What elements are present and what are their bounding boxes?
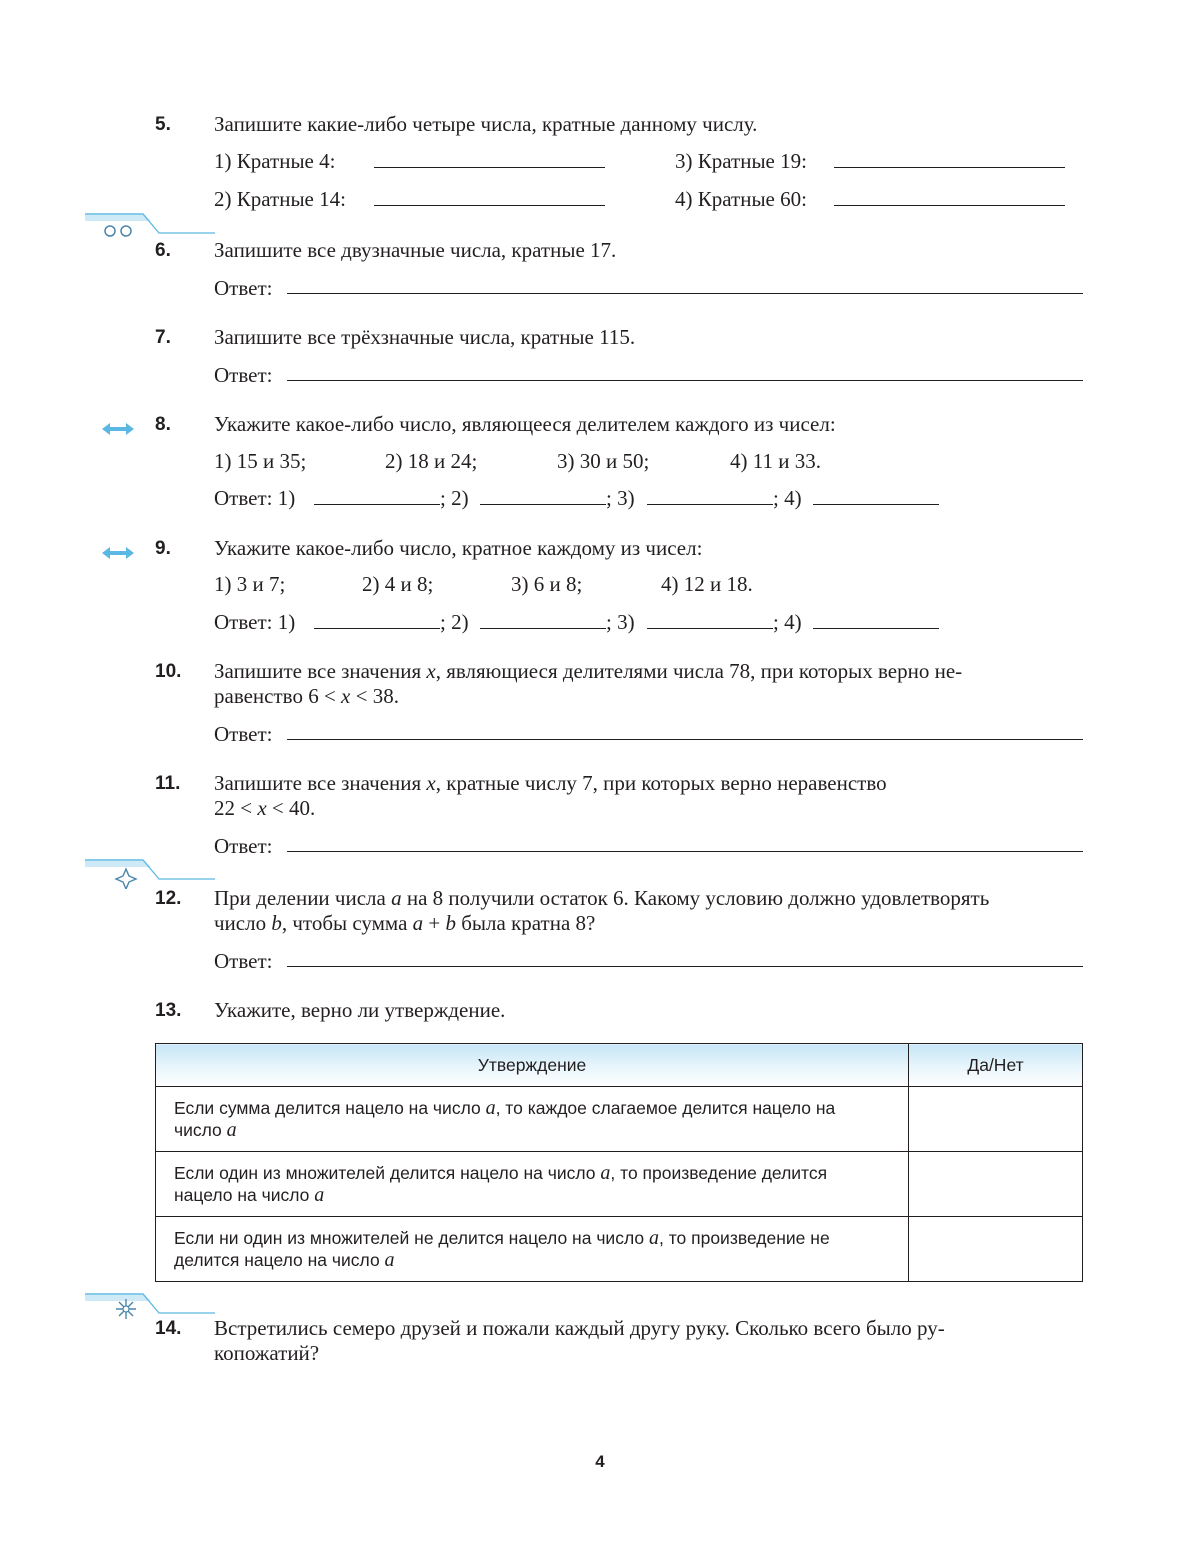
star-outline-icon: [85, 857, 215, 887]
statement-cell: Если ни один из множителей не делится нацело на число a, то произведение не делится нацело на число a: [156, 1217, 909, 1282]
task-10-answer-label: Ответ:: [214, 722, 273, 746]
statements-table: [155, 1043, 1083, 1282]
task-5-answer-line-3[interactable]: [834, 167, 1065, 168]
yes-no-answer-cell[interactable]: [909, 1087, 1083, 1152]
page-number: 4: [595, 1452, 605, 1471]
task-9-answer-line-1[interactable]: [314, 628, 440, 629]
table-header-row: [156, 1044, 1083, 1087]
task-5-text: Запишите какие-либо четыре числа, кратные данному числу.: [214, 112, 758, 136]
task-5-item-3: 3) Кратные 19:: [675, 149, 807, 173]
task-8-text: Укажите какое-либо число, являющееся делителем каждого из чисел:: [214, 412, 836, 436]
task-5-answer-line-1[interactable]: [374, 167, 605, 168]
task-10-answer-line[interactable]: [287, 739, 1083, 740]
task-8-answer-line-3[interactable]: [647, 504, 773, 505]
task-8-answer-part-1: Ответ: 1): [214, 486, 296, 510]
task-5-item-2: 2) Кратные 14:: [214, 187, 346, 211]
task-12-number: 12.: [155, 888, 182, 909]
task-9-item-2: 2) 4 и 8;: [362, 572, 434, 596]
table-header-yes-no: Да/Нет: [909, 1044, 1083, 1087]
cross-reference-arrow-icon: [101, 541, 135, 555]
task-12-answer-line[interactable]: [287, 966, 1083, 967]
task-11-text-line-1: Запишите все значения x, кратные числу 7, при которых верно неравенство: [214, 771, 887, 795]
task-9-answer-line-2[interactable]: [480, 628, 606, 629]
task-5-answer-line-4[interactable]: [834, 205, 1065, 206]
task-12-text-line-2: число b, чтобы сумма a + b была кратна 8?: [214, 911, 596, 935]
task-8-answer-line-4[interactable]: [813, 504, 939, 505]
cross-reference-arrow-icon: [101, 417, 135, 431]
task-9-number: 9.: [155, 538, 171, 559]
table-row: [156, 1087, 1083, 1152]
table-row: [156, 1217, 1083, 1282]
task-7-text: Запишите все трёхзначные числа, кратные 115.: [214, 325, 636, 349]
task-12-answer-label: Ответ:: [214, 949, 273, 973]
table-header-statement: Утверждение: [156, 1044, 909, 1087]
task-14-number: 14.: [155, 1318, 182, 1339]
yes-no-answer-cell[interactable]: [909, 1217, 1083, 1282]
task-6-text: Запишите все двузначные числа, кратные 17.: [214, 238, 617, 262]
task-8-answer-line-2[interactable]: [480, 504, 606, 505]
task-9-answer-part-1: Ответ: 1): [214, 610, 296, 634]
task-8-answer-part-3: ; 3): [606, 486, 635, 510]
task-6-answer-label: Ответ:: [214, 276, 273, 300]
task-8-item-3: 3) 30 и 50;: [557, 449, 650, 473]
task-10-number: 10.: [155, 661, 182, 682]
task-8-answer-part-4: ; 4): [773, 486, 802, 510]
task-5-item-4: 4) Кратные 60:: [675, 187, 807, 211]
difficulty-two-circles-icon: [85, 211, 215, 241]
task-9-answer-line-4[interactable]: [813, 628, 939, 629]
task-6-number: 6.: [155, 240, 171, 261]
task-7-number: 7.: [155, 327, 171, 348]
task-13-number: 13.: [155, 1000, 182, 1021]
task-13-text: Укажите, верно ли утверждение.: [214, 998, 506, 1022]
task-9-item-1: 1) 3 и 7;: [214, 572, 286, 596]
task-5-item-1: 1) Кратные 4:: [214, 149, 336, 173]
task-8-item-2: 2) 18 и 24;: [385, 449, 478, 473]
task-5-number: 5.: [155, 114, 171, 135]
task-14-text-line-2: копожатий?: [214, 1341, 320, 1365]
task-9-answer-part-2: ; 2): [440, 610, 469, 634]
task-11-text-line-2: 22 < x < 40.: [214, 796, 316, 820]
task-8-item-1: 1) 15 и 35;: [214, 449, 307, 473]
task-8-answer-part-2: ; 2): [440, 486, 469, 510]
task-8-answer-line-1[interactable]: [314, 504, 440, 505]
task-7-answer-label: Ответ:: [214, 363, 273, 387]
task-9-text: Укажите какое-либо число, кратное каждому из чисел:: [214, 536, 703, 560]
task-11-number: 11.: [155, 773, 181, 794]
task-11-answer-line[interactable]: [287, 851, 1083, 852]
statement-cell: Если сумма делится нацело на число a, то каждое слагаемое делится нацело на число a: [156, 1087, 909, 1152]
task-7-answer-line[interactable]: [287, 380, 1083, 381]
task-10-text-line-1: Запишите все значения x, являющиеся делителями числа 78, при которых верно не-: [214, 659, 963, 683]
task-6-answer-line[interactable]: [287, 293, 1083, 294]
task-14-text-line-1: Встретились семеро друзей и пожали каждый другу руку. Сколько всего было ру-: [214, 1316, 945, 1340]
task-8-number: 8.: [155, 414, 171, 435]
task-5-answer-line-2[interactable]: [374, 205, 605, 206]
snowflake-star-icon: [85, 1291, 215, 1321]
task-9-answer-part-3: ; 3): [606, 610, 635, 634]
yes-no-answer-cell[interactable]: [909, 1152, 1083, 1217]
task-9-answer-part-4: ; 4): [773, 610, 802, 634]
task-9-item-4: 4) 12 и 18.: [661, 572, 753, 596]
statement-cell: Если один из множителей делится нацело на число a, то произведение делится нацело на число a: [156, 1152, 909, 1217]
task-10-text-line-2: равенство 6 < x < 38.: [214, 684, 399, 708]
task-9-answer-line-3[interactable]: [647, 628, 773, 629]
table-row: [156, 1152, 1083, 1217]
task-9-item-3: 3) 6 и 8;: [511, 572, 583, 596]
task-11-answer-label: Ответ:: [214, 834, 273, 858]
task-8-item-4: 4) 11 и 33.: [730, 449, 821, 473]
task-12-text-line-1: При делении числа a на 8 получили остаток 6. Какому условию должно удовлетворять: [214, 886, 990, 910]
